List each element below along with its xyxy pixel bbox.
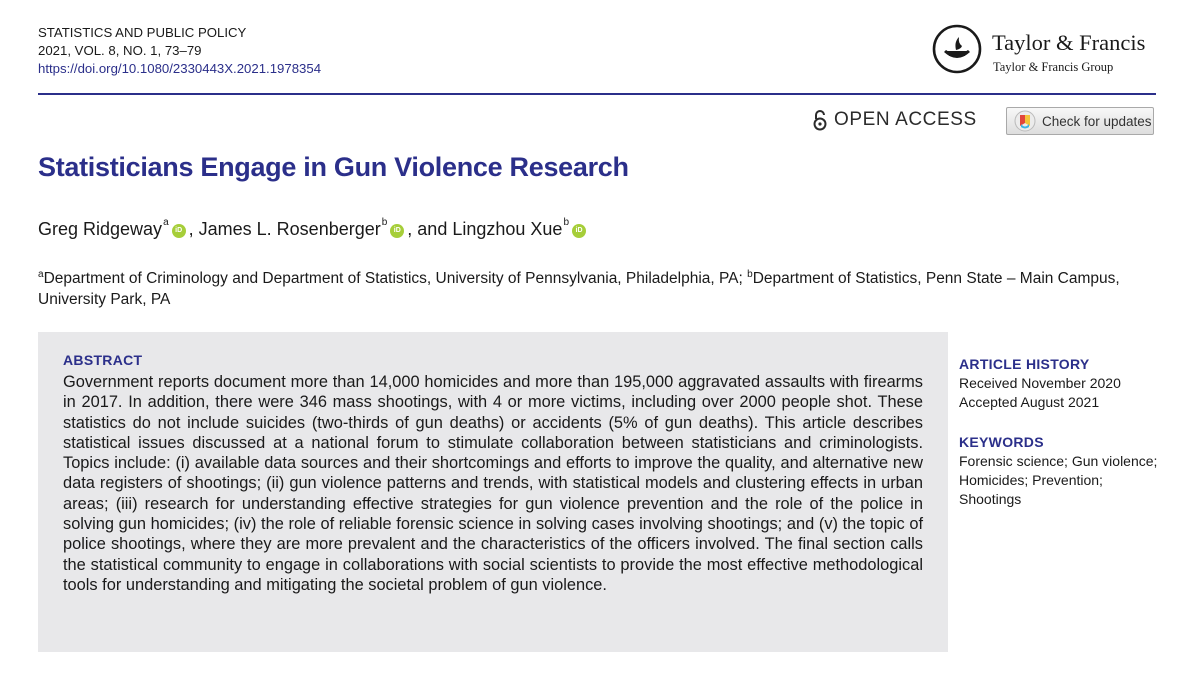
open-lock-icon — [812, 109, 828, 131]
affiliation-marker: b — [747, 269, 753, 280]
journal-info — [38, 24, 321, 78]
affiliation-marker: b — [563, 217, 569, 228]
author-name[interactable]: Lingzhou Xue — [452, 219, 563, 239]
affiliation-marker: a — [38, 269, 44, 280]
affiliation-a: Department of Criminology and Department of Statistics, University of Pennsylvania, Philadelphia, PA; — [43, 270, 748, 288]
orcid-icon[interactable]: iD — [172, 224, 186, 238]
article-history-heading: ARTICLE HISTORY — [959, 356, 1090, 372]
abstract-text: Government reports document more than 14,000 homicides and more than 195,000 aggravated assaults with firearms in 2017. In addition, there were 346 mass shootings, with 4 or more victims, including over 2000 people shot. These statistics do not include suicides (two-thirds of gun deaths) or accidents (5% of gun deaths). This article describes statistical issues discussed at a national forum to stimulate collaboration between statisticians and criminologists. Topics include: (i) available data sources and their shortcomings and efforts to improve the quality, and alternative new data registers of shootings; (ii) gun violence patterns and trends, with statistical models and clustering effects in urban areas; (iii) research for understanding effective strategies for gun violence prevention and the role of the police in solving gun homicides; (iv) the role of reliable forensic science in solving cases involving shootings; and (v) the topic of police shootings, where they are more prevalent and the characteristics of the officers involved. The final section calls the statistical community to engage in collaborations with social scientists to provide the most effective methodological tools for understanding and mitigating the societal problem of gun violence. — [63, 373, 923, 594]
open-access-badge — [812, 108, 977, 132]
article-title: Statisticians Engage in Gun Violence Research — [38, 152, 629, 182]
affiliation-marker: a — [163, 217, 169, 228]
accepted-date: Accepted August 2021 — [959, 394, 1100, 410]
affiliations — [38, 264, 1158, 310]
doi-link[interactable]: https://doi.org/10.1080/2330443X.2021.1978354 — [38, 61, 322, 76]
author-separator: , and — [407, 219, 453, 239]
orcid-icon[interactable]: iD — [572, 224, 586, 238]
author-list — [38, 219, 589, 240]
keywords-heading: KEYWORDS — [959, 434, 1044, 450]
header-divider — [38, 93, 1156, 95]
author-name[interactable]: Greg Ridgeway — [38, 219, 163, 239]
affiliation-marker: b — [381, 217, 388, 228]
received-date: Received November 2020 — [959, 375, 1121, 391]
abstract-panel — [38, 332, 948, 652]
abstract-heading: ABSTRACT — [63, 352, 143, 368]
keywords-text: Forensic science; Gun violence; Homicides; Prevention; Shootings — [959, 453, 1158, 507]
check-for-updates-label: Check for updates — [1042, 113, 1152, 129]
author-name[interactable]: James L. Rosenberger — [198, 219, 381, 239]
publisher-branding — [930, 22, 1170, 78]
journal-issue: 2021, VOL. 8, NO. 1, 73–79 — [38, 43, 202, 58]
open-access-label: OPEN ACCESS — [834, 109, 977, 130]
taylor-francis-logo — [932, 24, 982, 74]
journal-name: STATISTICS AND PUBLIC POLICY — [38, 25, 247, 40]
publisher-group: Taylor & Francis Group — [993, 60, 1114, 74]
orcid-icon[interactable]: iD — [390, 224, 404, 238]
article-sidebar — [959, 354, 1159, 509]
affiliation-b: Department of Statistics, Penn State – Main Campus, University Park, PA — [38, 270, 1120, 309]
crossmark-icon — [1014, 110, 1036, 132]
check-for-updates-button[interactable] — [1006, 107, 1154, 135]
author-separator: , — [188, 219, 199, 239]
publisher-name: Taylor & Francis — [992, 30, 1146, 55]
